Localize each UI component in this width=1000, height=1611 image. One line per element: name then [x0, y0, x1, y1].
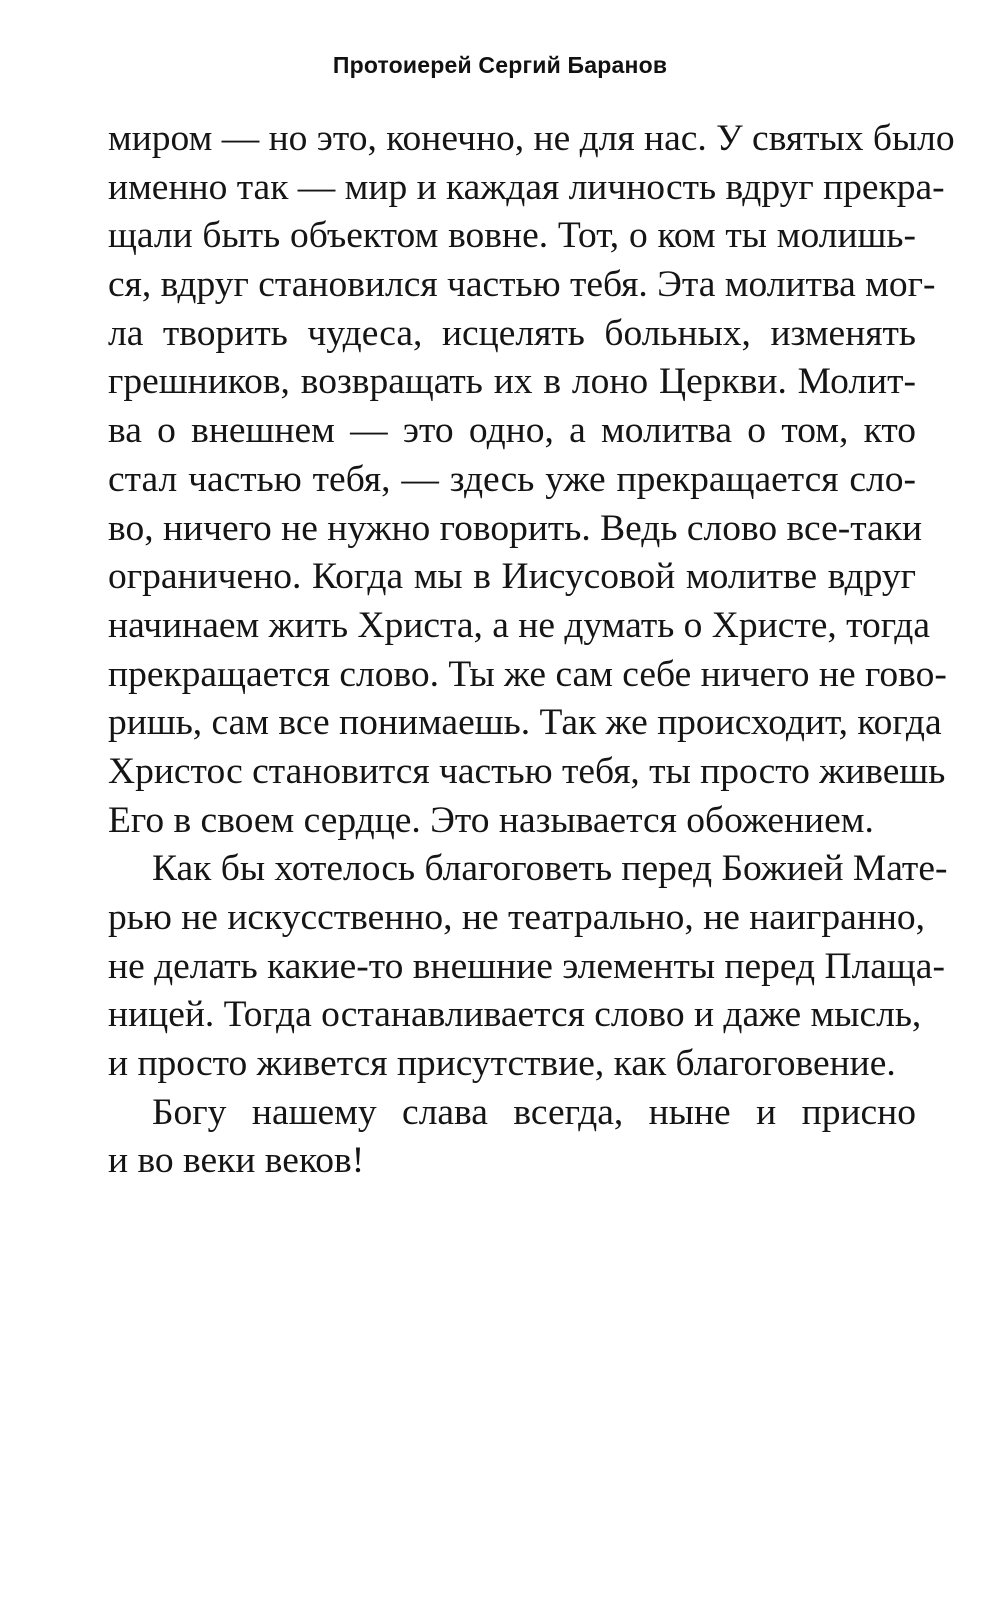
text-line: именно так — мир и каждая личность вдруг прекра-	[108, 166, 945, 208]
text-line: ришь, сам все понимаешь. Так же происходит, когда	[108, 702, 942, 744]
text-line: не делать какие-то внешние элементы перед Плаща-	[108, 945, 945, 987]
text-line: щали быть объектом вовне. Тот, о ком ты молишь-	[108, 215, 916, 257]
body-text	[108, 115, 955, 1186]
text-line: ла творить чудеса, исцелять больных, изменять	[108, 312, 916, 354]
text-line: начинаем жить Христа, а не думать о Христе, тогда	[108, 604, 931, 646]
text-line: и во веки веков!	[108, 1140, 365, 1182]
paragraph-3	[108, 1089, 916, 1186]
text-line: ограничено. Когда мы в Иисусовой молитве вдруг	[108, 556, 916, 598]
text-line: во, ничего не нужно говорить. Ведь слово все-таки	[108, 507, 923, 549]
text-line: миром — но это, конечно, не для нас. У святых было	[108, 118, 955, 159]
text-line: ва о внешнем — это одно, а молитва о том, кто	[108, 410, 916, 452]
text-line: ся, вдруг становился частью тебя. Эта молитва мог-	[108, 264, 936, 306]
text-line: Богу нашему слава всегда, ныне и присно	[152, 1091, 916, 1133]
paragraph-2	[108, 845, 948, 1088]
text-line: рью не искусственно, не театрально, не наигранно,	[108, 897, 926, 938]
text-line: Как бы хотелось благоговеть перед Божией Мате-	[152, 848, 948, 890]
running-header: Протоиерей Сергий Баранов	[332, 52, 668, 78]
text-line: ницей. Тогда останавливается слово и даже мысль,	[108, 994, 922, 1036]
text-line: и просто живется присутствие, как благоговение.	[108, 1043, 896, 1085]
text-line: прекращается слово. Ты же сам себе ничего не гово-	[108, 653, 947, 695]
text-line: Христос становится частью тебя, ты просто живешь	[108, 750, 946, 792]
text-line: Его в своем сердце. Это называется обожением.	[108, 799, 874, 841]
text-line: стал частью тебя, — здесь уже прекращается сло-	[108, 458, 916, 500]
text-line: грешников, возвращать их в лоно Церкви. Молит-	[108, 361, 916, 403]
paragraph-1	[108, 115, 955, 845]
